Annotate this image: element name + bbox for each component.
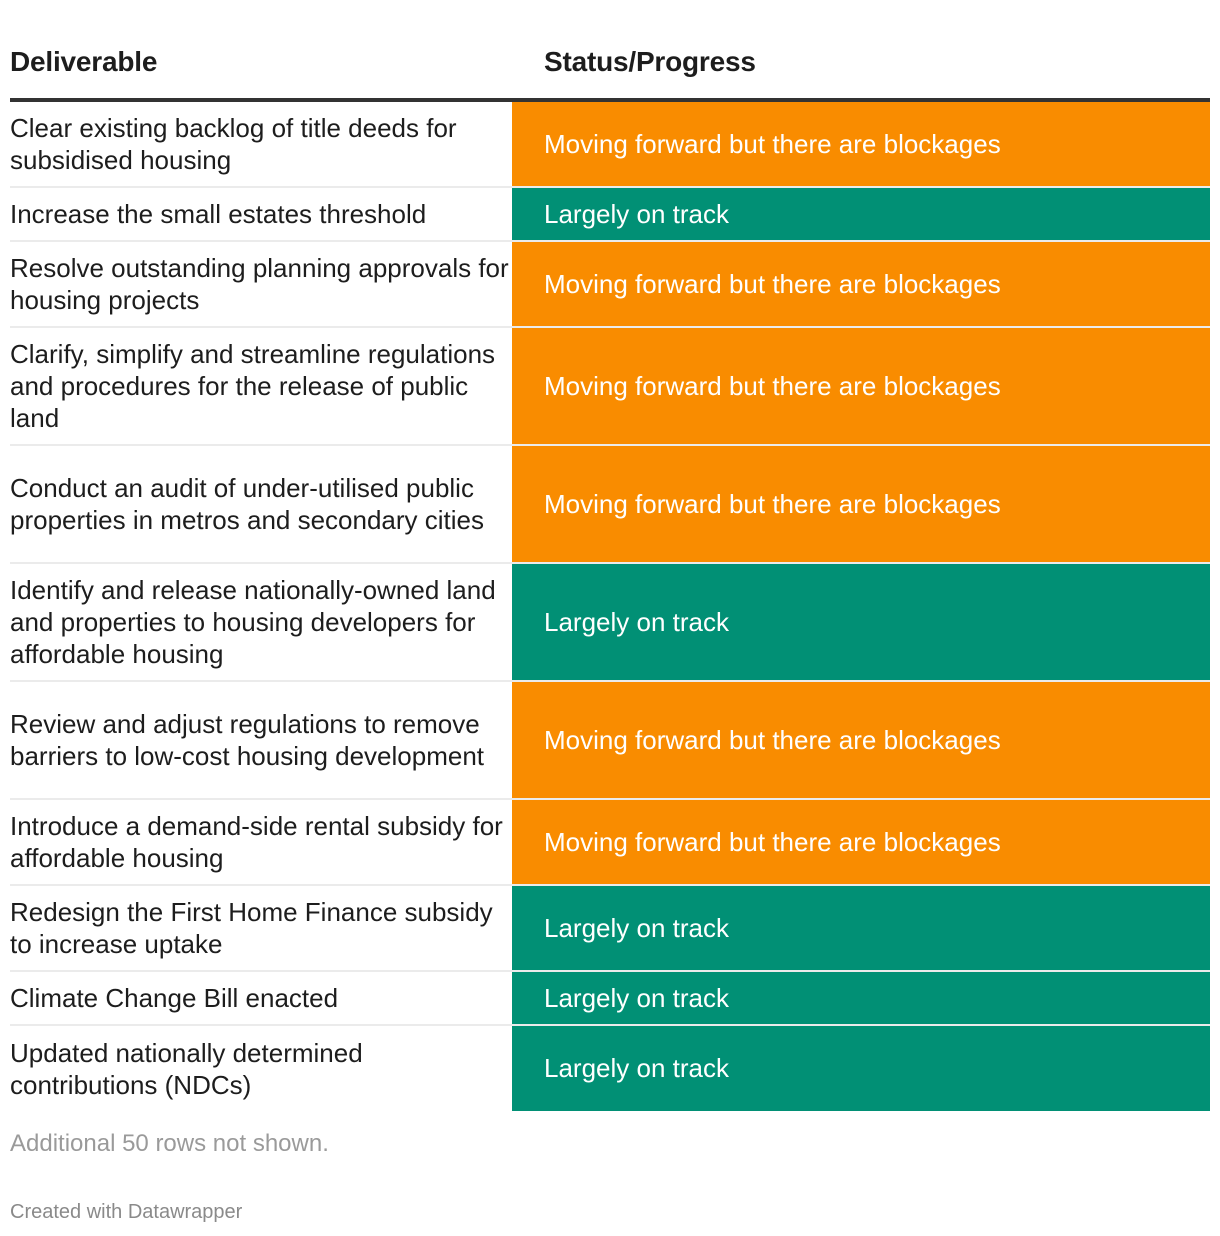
table-row xyxy=(10,1026,1210,1111)
table-row xyxy=(10,564,1210,682)
status-badge: Moving forward but there are blockages xyxy=(512,242,1210,326)
table-header xyxy=(10,0,1210,102)
status-badge: Largely on track xyxy=(512,564,1210,680)
deliverable-cell: Climate Change Bill enacted xyxy=(10,983,339,1013)
status-badge: Moving forward but there are blockages xyxy=(512,682,1210,798)
status-badge: Moving forward but there are blockages xyxy=(512,446,1210,562)
deliverable-cell: Introduce a demand-side rental subsidy for affordable housing xyxy=(10,811,503,873)
status-table xyxy=(10,0,1210,1111)
deliverable-cell: Review and adjust regulations to remove barriers to low-cost housing development xyxy=(10,709,485,771)
status-badge: Moving forward but there are blockages xyxy=(512,328,1210,444)
status-badge: Largely on track xyxy=(512,972,1210,1024)
table-body xyxy=(10,102,1210,1111)
column-header-deliverable[interactable]: Deliverable xyxy=(10,46,158,77)
rows-hidden-note: Additional 50 rows not shown. xyxy=(10,1130,329,1157)
table-row xyxy=(10,972,1210,1026)
deliverable-cell: Clear existing backlog of title deeds for subsidised housing xyxy=(10,113,457,175)
table-row xyxy=(10,800,1210,886)
status-badge: Largely on track xyxy=(512,886,1210,970)
deliverable-cell: Updated nationally determined contributions (NDCs) xyxy=(10,1037,363,1100)
status-badge: Moving forward but there are blockages xyxy=(512,800,1210,884)
datawrapper-credit[interactable]: Created with Datawrapper xyxy=(10,1201,243,1223)
deliverable-cell: Conduct an audit of under-utilised public properties in metros and secondary cities xyxy=(10,473,485,535)
table-row xyxy=(10,242,1210,328)
column-header-status[interactable]: Status/Progress xyxy=(544,46,756,77)
status-badge: Largely on track xyxy=(512,188,1210,240)
status-badge: Moving forward but there are blockages xyxy=(512,102,1210,186)
deliverable-cell: Increase the small estates threshold xyxy=(10,199,427,229)
deliverable-cell: Redesign the First Home Finance subsidy to increase uptake xyxy=(10,897,493,959)
deliverable-cell: Clarify, simplify and streamline regulations and procedures for the release of public land xyxy=(10,339,496,433)
deliverable-cell: Identify and release nationally-owned land and properties to housing developers for affordable housing xyxy=(10,575,496,669)
status-badge: Largely on track xyxy=(512,1026,1210,1111)
table-row xyxy=(10,188,1210,242)
table-row xyxy=(10,682,1210,800)
table-row xyxy=(10,328,1210,446)
table-row xyxy=(10,886,1210,972)
table-row xyxy=(10,102,1210,188)
table-row xyxy=(10,446,1210,564)
deliverable-cell: Resolve outstanding planning approvals for housing projects xyxy=(10,253,509,315)
